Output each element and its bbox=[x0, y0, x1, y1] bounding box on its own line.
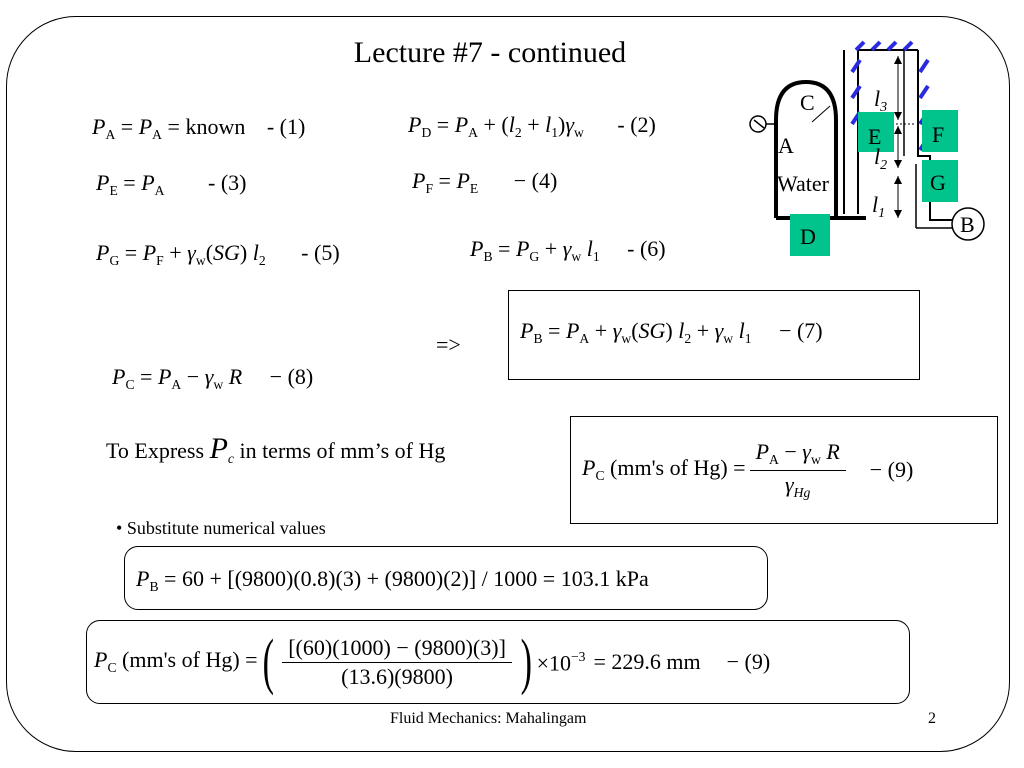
equation-4: $P_F = P_E - (4)$ bbox=[412, 168, 558, 196]
eq3-tag: - (3) bbox=[208, 170, 247, 195]
manometer-diagram bbox=[740, 36, 1000, 266]
eq9-lhs: (mm's of Hg) = bbox=[610, 455, 746, 481]
bullet-text: Substitute numerical values bbox=[126, 518, 326, 538]
dim-l3-sub: 3 bbox=[880, 100, 888, 115]
label-c: C bbox=[800, 90, 815, 115]
numeric-pc-numerator: [(60)(1000) − (9800)(3)] bbox=[282, 637, 512, 663]
numeric-pc-multiplier: ×10 bbox=[536, 650, 571, 676]
equation-2: $P_D = P_A + (l_2 + l_1)\gamma_w - (2)$ bbox=[408, 112, 656, 140]
svg-text:l1 bbox=[872, 192, 885, 221]
equation-6: $P_B = P_G + \gamma_w$ $l_1 - (6)$ bbox=[470, 236, 666, 264]
label-f: F bbox=[932, 122, 945, 147]
eq2-tag: - (2) bbox=[617, 112, 656, 137]
eq1-value: known bbox=[185, 114, 246, 139]
bullet-item: • Substitute numerical values bbox=[116, 518, 326, 538]
numeric-pc-equation: $P_C$ (mm's of Hg) = ( $\frac{[(60)(1000) - (9800)(3)]}{(13.6)(9800)}$ ) $\times 10^{-3}$ = 229.6 mm − (9) bbox=[94, 628, 771, 696]
numeric-pc-result: = 229.6 mm bbox=[593, 649, 701, 674]
equation-7: $P_B = P_A + \gamma_w(SG) l_2 + \gamma_w$ $l_1 - (7)$ bbox=[520, 318, 823, 346]
numeric-pc-lhs: (mm's of Hg) = bbox=[122, 647, 258, 673]
page-number: 2 bbox=[928, 710, 936, 727]
express-statement: To Express $P_c$ in terms of mm’s of Hg bbox=[106, 432, 446, 466]
label-b: B bbox=[960, 212, 975, 237]
eq6-tag: - (6) bbox=[627, 236, 666, 261]
equation-9: $P_C$ (mm's of Hg) = $\frac{P_A - \gamma_w R}{\gamma_{Hg}}$ − (9) bbox=[582, 439, 914, 500]
equation-8: $P_C = P_A - \gamma_w$ R − (8) bbox=[112, 364, 314, 392]
eq5-tag: - (5) bbox=[301, 240, 340, 265]
express-before: To Express bbox=[106, 438, 205, 463]
numeric-pc-fraction bbox=[282, 634, 512, 689]
equation-5: $P_G = P_F + \gamma_w(SG)$ $l_2 - (5)$ bbox=[96, 240, 340, 268]
eq4-tag: − (4) bbox=[513, 168, 558, 193]
numeric-pc-tag: − (9) bbox=[726, 649, 771, 674]
slide-title: Lecture #7 - continued bbox=[353, 36, 627, 69]
equation-1: $P_A = P_A$ = known - (1) bbox=[92, 114, 306, 142]
equation-3: $P_E = P_A - (3)$ bbox=[96, 170, 247, 198]
dim-l1: l bbox=[872, 192, 879, 217]
dim-l3: l bbox=[874, 86, 881, 111]
eq8-tag: − (8) bbox=[269, 364, 314, 389]
label-a: A bbox=[778, 133, 794, 158]
dim-l2: l bbox=[874, 144, 881, 169]
label-d: D bbox=[800, 224, 816, 249]
dim-l1-sub: 1 bbox=[878, 206, 886, 221]
svg-text:l3 bbox=[874, 86, 887, 115]
eq7-tag: − (7) bbox=[779, 318, 823, 343]
implies-arrow: => bbox=[436, 332, 461, 357]
numeric-pc-exponent: −3 bbox=[570, 648, 586, 664]
eq1-tag: - (1) bbox=[266, 114, 306, 139]
numeric-pb-equation: $P_B = 60 + [(9800)(0.8)(3) + (9800)(2)] / 1000 = 103.1$ kPa bbox=[136, 566, 649, 594]
express-after: in terms of mm’s of Hg bbox=[239, 438, 446, 463]
label-g: G bbox=[930, 170, 946, 195]
eq9-fraction: $\frac{P_A - \gamma_w R}{\gamma_{Hg}}$ bbox=[750, 441, 846, 499]
dim-l2-sub: 2 bbox=[880, 158, 888, 173]
numeric-pb-expr: = 60 + [(9800)(0.8)(3) + (9800)(2)] / 1000 = 103.1 kPa bbox=[164, 566, 649, 591]
eq9-tag: − (9) bbox=[869, 457, 914, 482]
numeric-pc-denominator: (13.6)(9800) bbox=[341, 663, 453, 689]
label-e: E bbox=[868, 124, 882, 149]
label-water: Water bbox=[777, 171, 829, 196]
footer-text: Fluid Mechanics: Mahalingam bbox=[390, 710, 587, 727]
